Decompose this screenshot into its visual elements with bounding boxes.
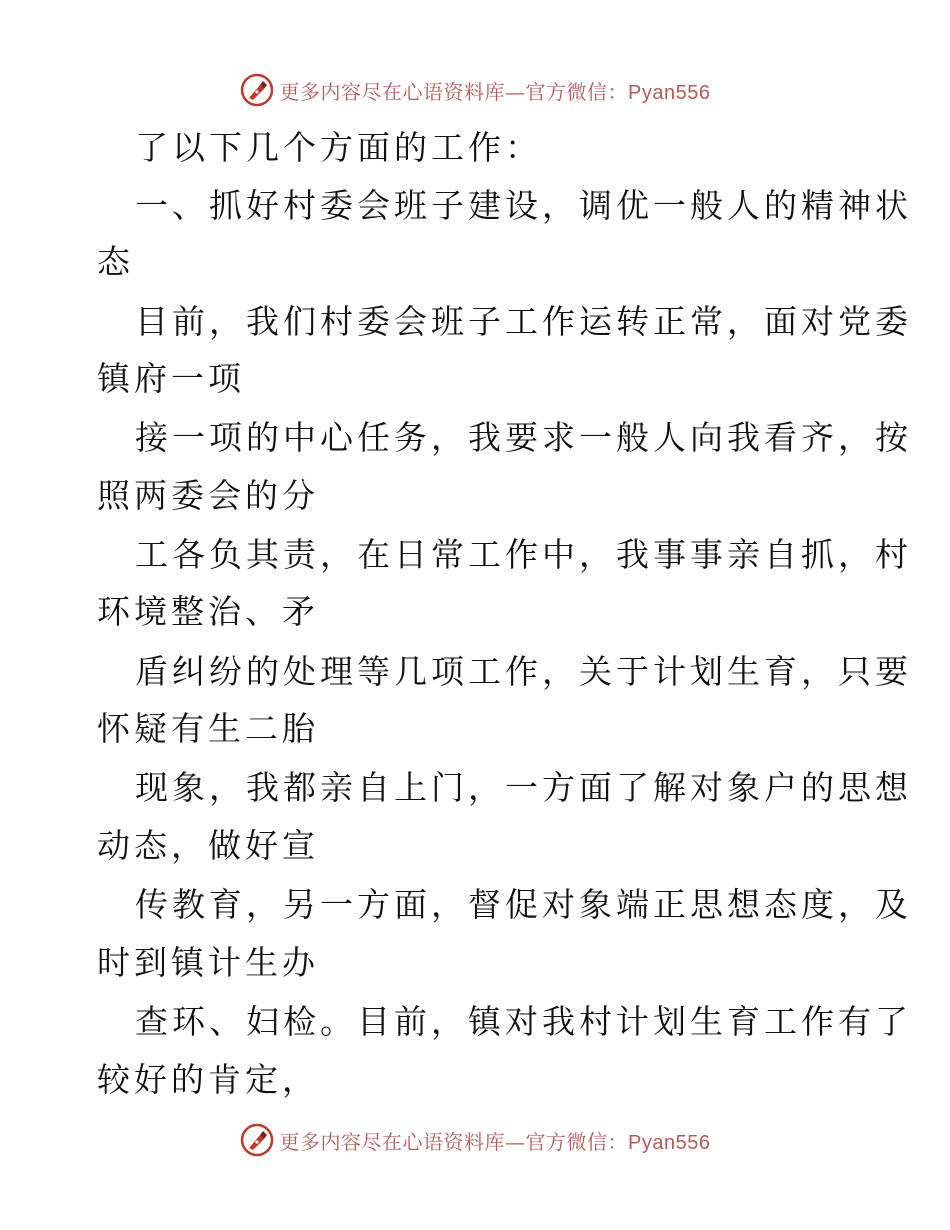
- text-line: 现象，我都亲自上门，一方面了解对象户的思想: [135, 768, 912, 807]
- text-line: 了以下几个方面的工作：: [135, 128, 542, 167]
- text-line: 环境整治、矛: [97, 592, 319, 631]
- text-line: 目前，我们村委会班子工作运转正常，面对党委: [135, 302, 912, 341]
- pen-nib-logo-icon: [240, 1123, 274, 1157]
- footer-banner: [0, 1120, 950, 1160]
- text-line: 较好的肯定，: [97, 1060, 319, 1099]
- header-banner-text: 更多内容尽在心语资料库—官方微信：Pyan556: [279, 79, 711, 104]
- text-line: 查环、妇检。目前，镇对我村计划生育工作有了: [135, 1002, 912, 1041]
- header-banner: [0, 70, 950, 110]
- text-line: 照两委会的分: [97, 476, 319, 515]
- text-line: 时到镇计生办: [97, 943, 319, 982]
- text-line: 动态，做好宣: [97, 826, 319, 865]
- text-line: 盾纠纷的处理等几项工作，关于计划生育，只要: [135, 652, 912, 691]
- text-line: 镇府一项: [97, 359, 245, 398]
- text-line: 传教育，另一方面，督促对象端正思想态度，及: [135, 885, 912, 924]
- text-line: 一、抓好村委会班子建设，调优一般人的精神状: [135, 186, 912, 225]
- text-line: 工各负其责，在日常工作中，我事事亲自抓，村: [135, 535, 912, 574]
- text-line: 接一项的中心任务，我要求一般人向我看齐，按: [135, 418, 912, 457]
- text-line: 态: [97, 242, 134, 281]
- pen-nib-logo-icon: [240, 73, 274, 107]
- text-line: 怀疑有生二胎: [97, 709, 319, 748]
- footer-banner-text: 更多内容尽在心语资料库—官方微信：Pyan556: [279, 1129, 711, 1154]
